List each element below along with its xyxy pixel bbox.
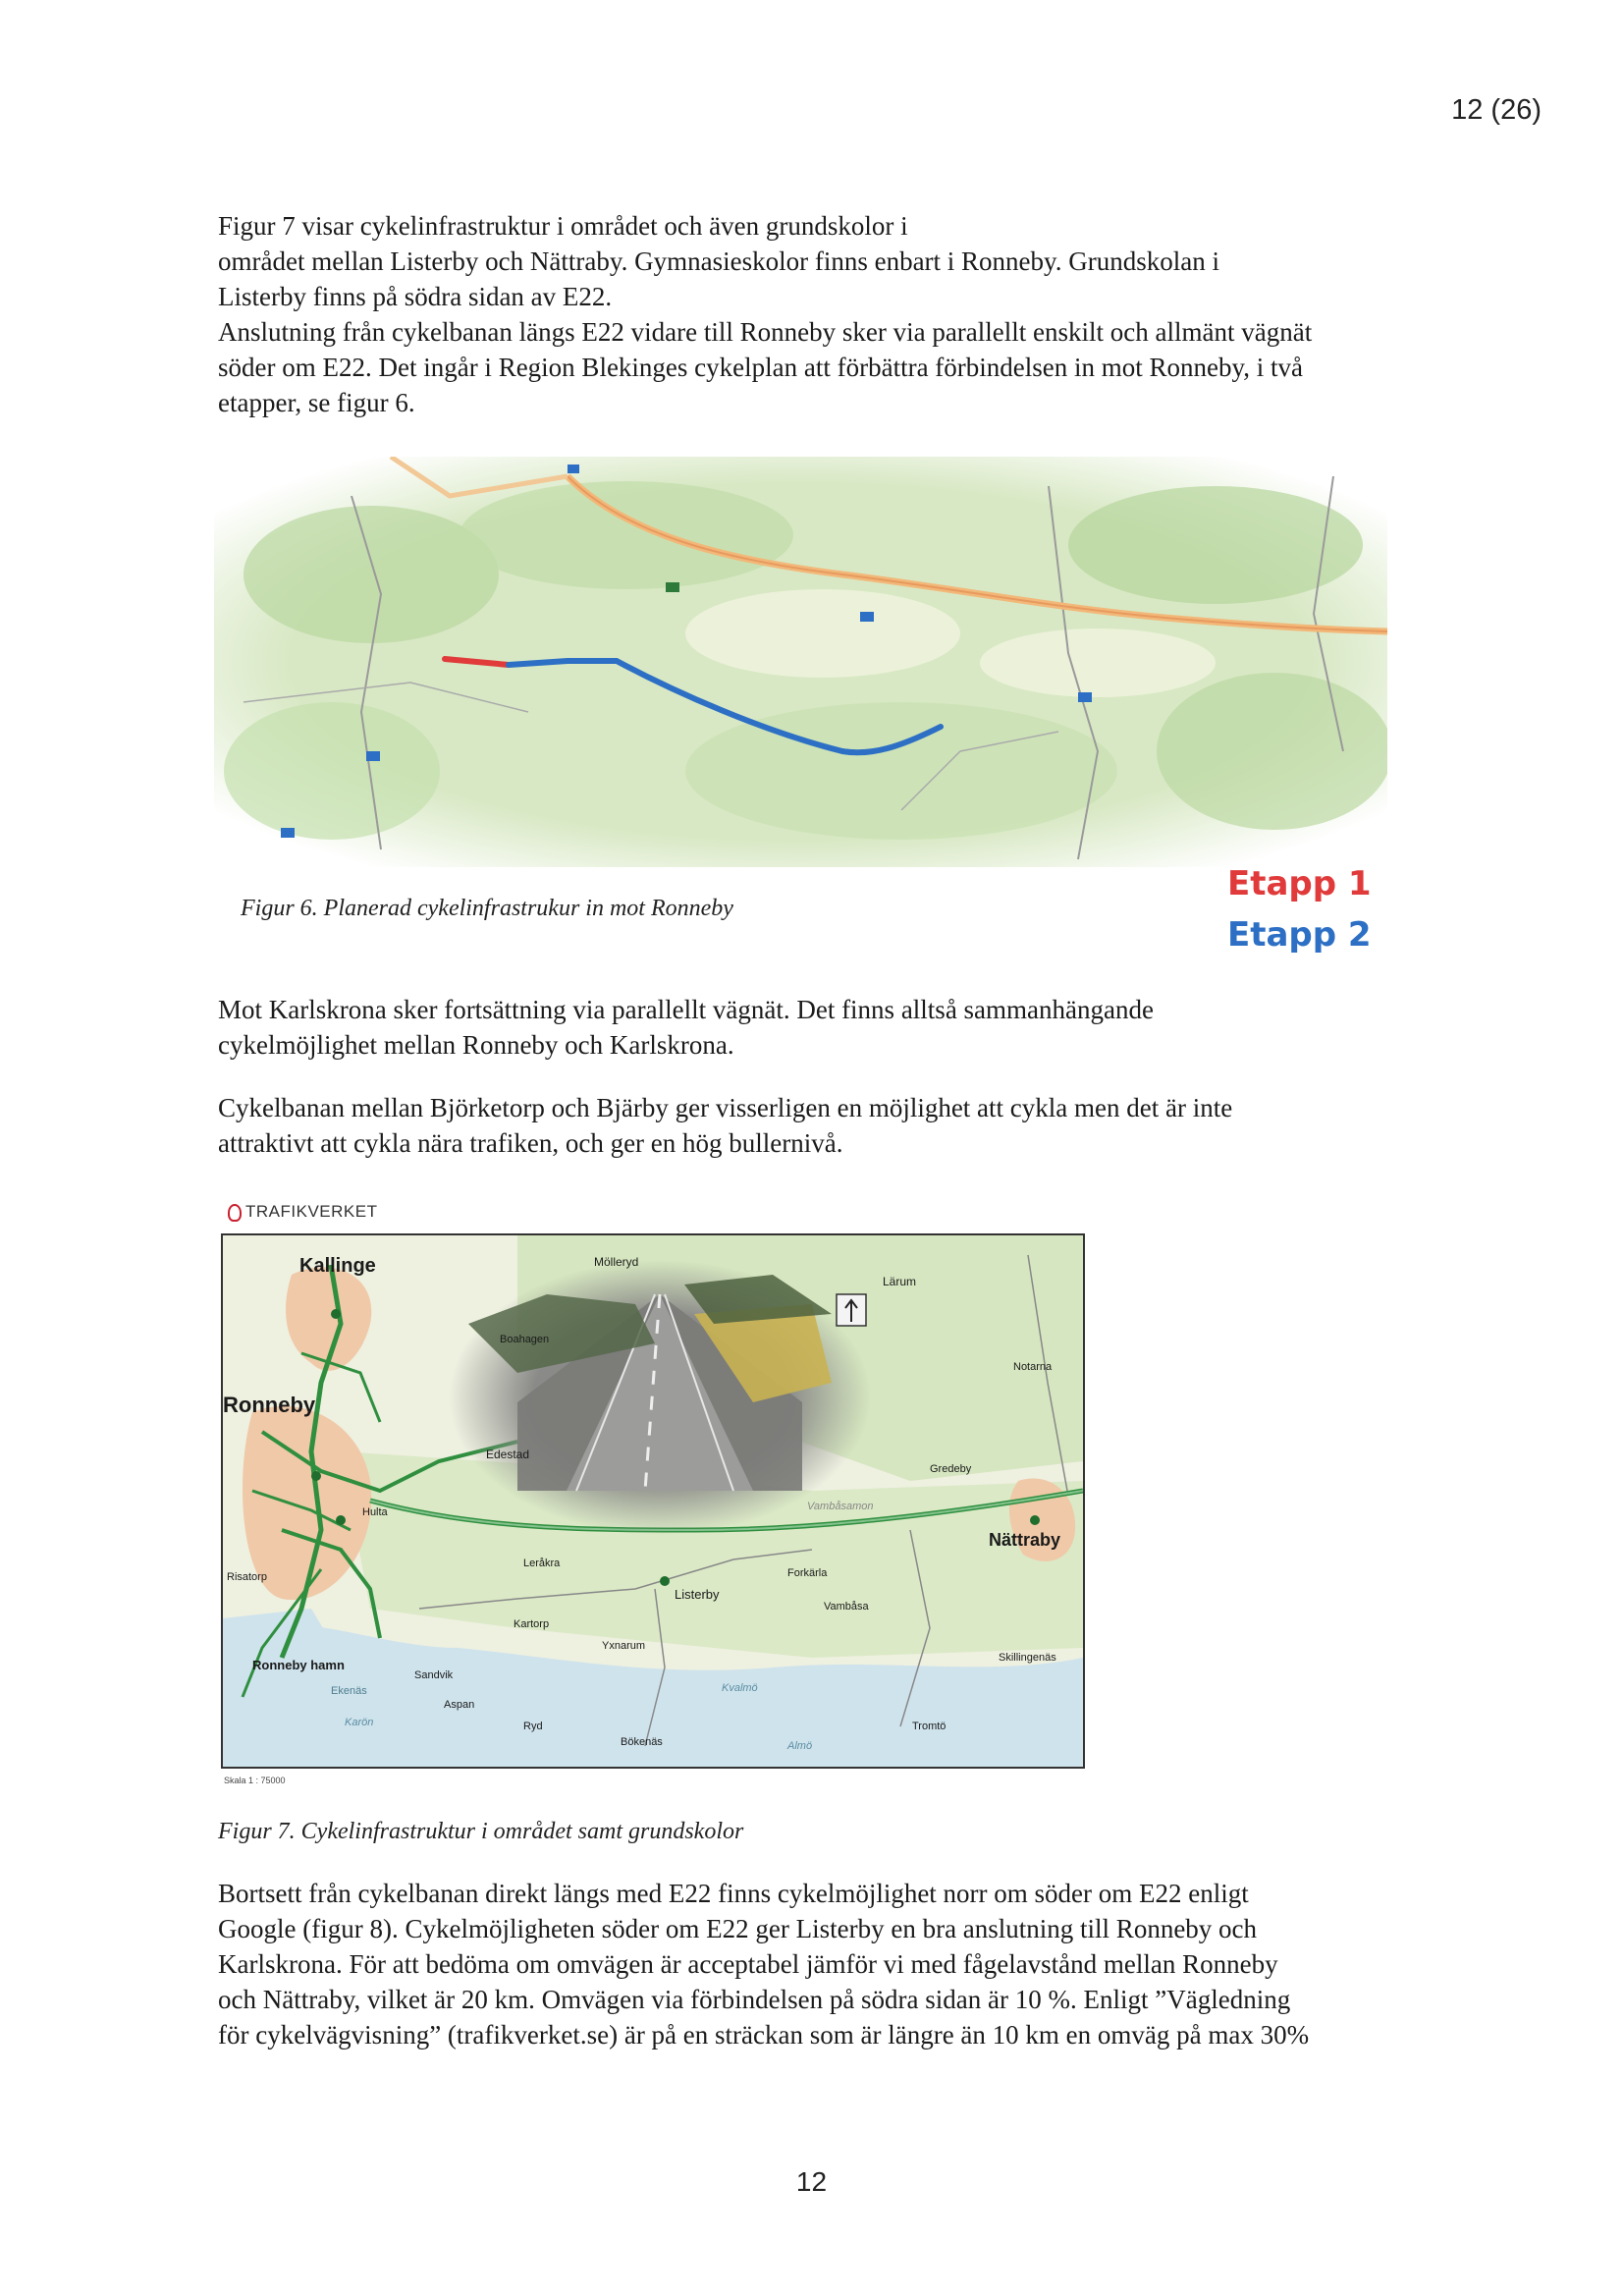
text-line: och Nättraby, vilket är 20 km. Omvägen via förbindelsen på södra sidan är 10 %. Enligt ”Vägledning bbox=[218, 1985, 1291, 2014]
figure6-map bbox=[214, 457, 1387, 867]
place-label: Aspan bbox=[444, 1699, 475, 1711]
page-footer-number: 12 bbox=[795, 2166, 828, 2197]
place-label: Almö bbox=[787, 1740, 813, 1752]
place-label: Sandvik bbox=[414, 1669, 454, 1681]
text-line: Figur 7 visar cykelinfrastruktur i området och även grundskolor i bbox=[218, 211, 908, 241]
place-label: Vambåsa bbox=[824, 1601, 869, 1613]
place-label: Risatorp bbox=[227, 1571, 267, 1583]
place-label: Karön bbox=[345, 1717, 374, 1728]
text-line: Cykelbanan mellan Björketorp och Bjärby ger visserligen en möjlighet att cykla men det är inte bbox=[218, 1093, 1233, 1122]
place-label: Vambåsamon bbox=[807, 1501, 874, 1512]
text-line: Bortsett från cykelbanan direkt längs med E22 finns cykelmöjlighet norr om söder om E22 enligt bbox=[218, 1879, 1249, 1908]
place-label: Kvalmö bbox=[722, 1682, 758, 1694]
place-label: Hulta bbox=[362, 1506, 388, 1518]
figure7-caption: Figur 7. Cykelinfrastruktur i området samt grundskolor bbox=[218, 1819, 744, 1844]
place-label: Ekenäs bbox=[331, 1685, 367, 1697]
paragraph-intro bbox=[218, 208, 1312, 420]
text-line: etapper, se figur 6. bbox=[218, 388, 415, 417]
place-label: Bökenäs bbox=[621, 1736, 663, 1748]
place-label: Nättraby bbox=[989, 1530, 1061, 1550]
place-label: Tromtö bbox=[912, 1721, 947, 1732]
text-line: Listerby finns på södra sidan av E22. bbox=[218, 282, 613, 311]
page-header-number: 12 (26) bbox=[1451, 94, 1542, 126]
trafikverket-logo-icon bbox=[228, 1204, 242, 1222]
legend-etapp2: Etapp 2 bbox=[1227, 915, 1372, 955]
text-line: cykelmöjlighet mellan Ronneby och Karlskrona. bbox=[218, 1030, 734, 1060]
figure7-map bbox=[221, 1233, 1085, 1769]
text-line: Google (figur 8). Cykelmöjligheten söder om E22 ger Listerby en bra anslutning till Ronneby och bbox=[218, 1914, 1258, 1943]
place-label: Leråkra bbox=[523, 1558, 561, 1569]
map-scale: Skala 1 : 75000 bbox=[224, 1776, 286, 1785]
place-label: Mölleryd bbox=[594, 1255, 639, 1269]
place-label: Ronneby hamn bbox=[252, 1658, 345, 1672]
place-label: Forkärla bbox=[787, 1567, 828, 1579]
text-line: Karlskrona. För att bedöma om omvägen är acceptabel jämför vi med fågelavstånd mellan Ronneby bbox=[218, 1949, 1278, 1979]
place-label: Lärum bbox=[883, 1275, 917, 1288]
place-label: Ronneby bbox=[223, 1393, 316, 1417]
text-line: området mellan Listerby och Nättraby. Gymnasieskolor finns enbart i Ronneby. Grundskolan i bbox=[218, 246, 1220, 276]
trafikverket-brand bbox=[228, 1202, 377, 1222]
text-line: för cykelvägvisning” (trafikverket.se) är på en sträckan som är längre än 10 km en omväg på max 30% bbox=[218, 2020, 1310, 2050]
place-label: Ryd bbox=[523, 1721, 543, 1732]
place-label: Edestad bbox=[486, 1448, 530, 1461]
brand-label: TRAFIKVERKET bbox=[245, 1202, 378, 1221]
paragraph-bjorketorp bbox=[218, 1090, 1232, 1161]
figure6-caption: Figur 6. Planerad cykelinfrastrukur in mot Ronneby bbox=[241, 896, 733, 921]
text-line: söder om E22. Det ingår i Region Blekinges cykelplan att förbättra förbindelsen in mot Ronneby, i två bbox=[218, 353, 1303, 382]
place-label: Kartorp bbox=[514, 1618, 550, 1630]
text-line: Mot Karlskrona sker fortsättning via parallellt vägnät. Det finns alltså sammanhängande bbox=[218, 995, 1154, 1024]
place-label: Yxnarum bbox=[602, 1640, 646, 1652]
place-label: Notarna bbox=[1013, 1361, 1053, 1373]
paragraph-omvag bbox=[218, 1876, 1309, 2052]
legend-etapp1: Etapp 1 bbox=[1227, 864, 1372, 903]
text-line: attraktivt att cykla nära trafiken, och ger en hög bullernivå. bbox=[218, 1128, 843, 1158]
text-line: Anslutning från cykelbanan längs E22 vidare till Ronneby sker via parallellt enskilt och allmänt vägnät bbox=[218, 317, 1313, 347]
place-label: Kallinge bbox=[299, 1255, 376, 1277]
place-label: Boahagen bbox=[500, 1334, 550, 1345]
place-label: Skillingenäs bbox=[999, 1652, 1056, 1664]
paragraph-karlskrona bbox=[218, 992, 1154, 1063]
map-planned-cycle-route bbox=[214, 457, 1387, 867]
place-label: Listerby bbox=[675, 1587, 720, 1602]
place-label: Gredeby bbox=[930, 1463, 972, 1475]
